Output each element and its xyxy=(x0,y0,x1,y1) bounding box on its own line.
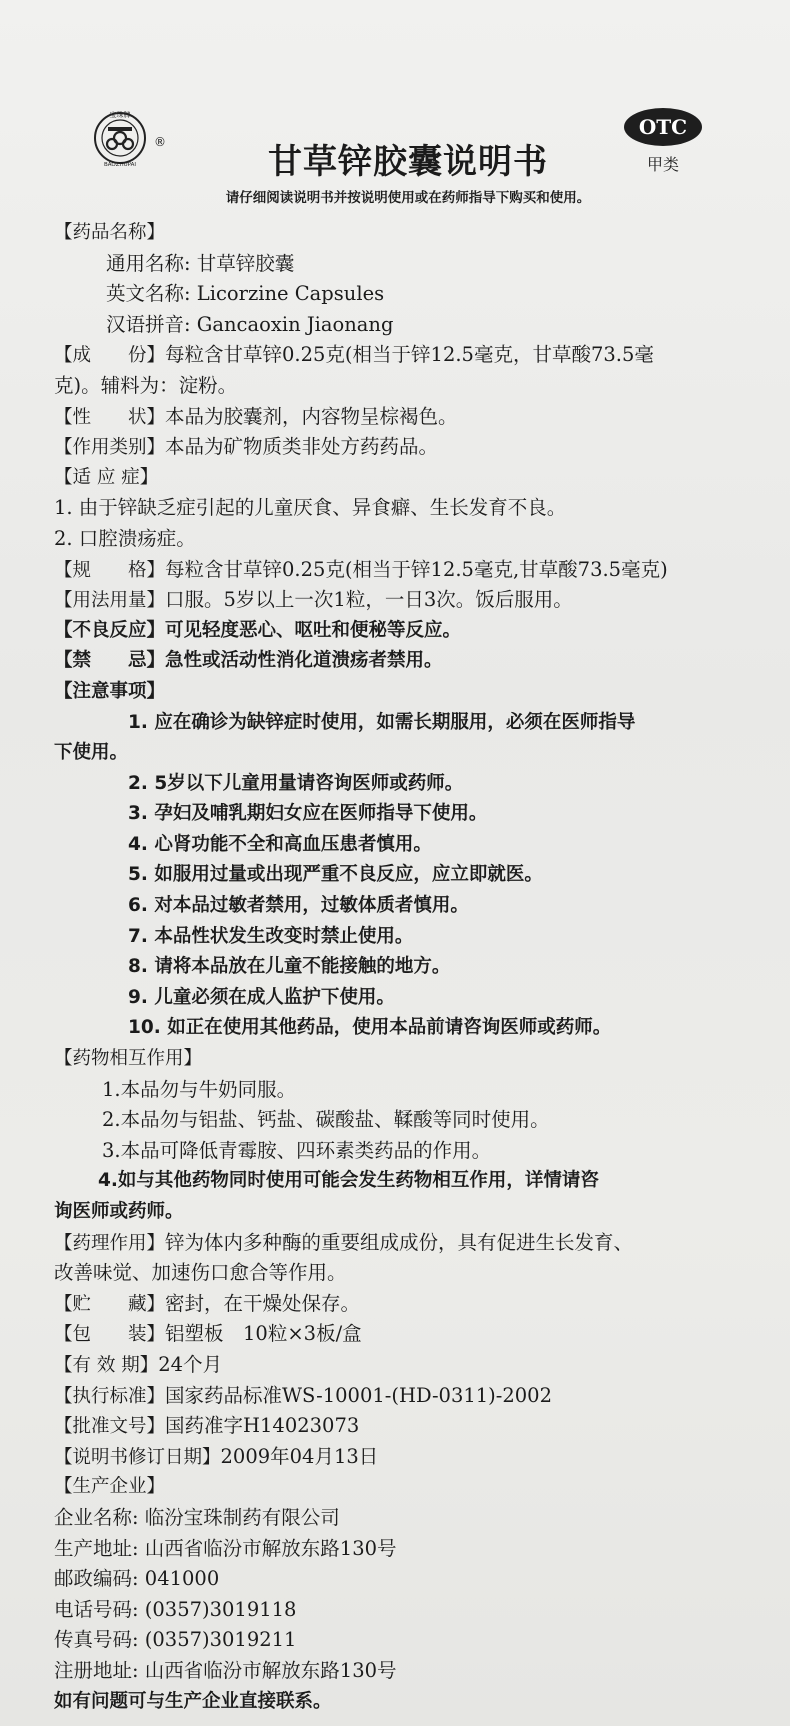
contraindications-row xyxy=(54,646,762,677)
interaction-item: 2.本品勿与铝盐、钙盐、碳酸盐、鞣酸等同时使用。 xyxy=(102,1108,550,1132)
precaution-item: 2. 5岁以下儿童用量请咨询医师或药师。 xyxy=(128,772,464,794)
storage-label: 【贮 藏】 xyxy=(54,1293,166,1315)
common-name-label: 通用名称: xyxy=(106,251,191,275)
package-value: 铝塑板 10粒×3板/盒 xyxy=(165,1322,362,1346)
standard-row xyxy=(54,1381,762,1412)
category-value: 本品为矿物质类非处方药药品。 xyxy=(165,435,439,459)
interactions-heading: 【药物相互作用】 xyxy=(54,1048,203,1070)
standard-label: 【执行标准】 xyxy=(54,1385,166,1407)
postal-code-label: 邮政编码: xyxy=(54,1567,139,1591)
validity-label: 【有 效 期】 xyxy=(54,1354,159,1376)
name-heading: 【药品名称】 xyxy=(54,222,166,243)
adverse-row xyxy=(54,616,762,647)
standard-value: 国家药品标准WS-10001-(HD-0311)-2002 xyxy=(165,1383,552,1407)
specification-row xyxy=(54,555,762,586)
brand-cn: 宝珠牌 xyxy=(109,111,131,119)
interaction-item: 4.如与其他药物同时使用可能会发生药物相互作用，详情请咨 xyxy=(98,1170,599,1192)
ingredients-label: 【成 份】 xyxy=(54,345,166,367)
character-value: 本品为胶囊剂，内容物呈棕褐色。 xyxy=(165,404,458,428)
english-name-value: Licorzine Capsules xyxy=(196,282,385,306)
precautions-heading: 【注意事项】 xyxy=(54,680,166,702)
contraindications-value: 急性或活动性消化道溃疡者禁用。 xyxy=(165,650,443,672)
package-row xyxy=(54,1319,762,1350)
validity-row xyxy=(54,1350,762,1381)
precaution-item: 5. 如服用过量或出现严重不良反应，应立即就医。 xyxy=(128,864,543,886)
indication-item: 2. 口腔溃疡症。 xyxy=(54,526,196,550)
pharmacology-row xyxy=(54,1228,762,1259)
pharmacology-line2: 改善味觉、加速伤口愈合等作用。 xyxy=(54,1261,347,1285)
specification-label: 【规 格】 xyxy=(54,559,166,581)
pinyin-value: Gancaoxin Jiaonang xyxy=(196,312,394,336)
precaution-item: 9. 儿童必须在成人监护下使用。 xyxy=(128,986,395,1008)
pinyin-row xyxy=(54,310,762,341)
indication-item: 1. 由于锌缺乏症引起的儿童厌食、异食癖、生长发育不良。 xyxy=(54,496,567,520)
storage-value: 密封，在干燥处保存。 xyxy=(165,1291,361,1315)
fax-row xyxy=(54,1625,762,1656)
character-row xyxy=(54,402,762,433)
registered-mark: ® xyxy=(154,135,166,149)
production-address-row xyxy=(54,1534,762,1565)
otc-class: 甲类 xyxy=(646,155,679,174)
adverse-label: 【不良反应】 xyxy=(54,619,166,641)
interaction-item-cont: 询医师或药师。 xyxy=(54,1201,184,1222)
manufacturer-heading: 【生产企业】 xyxy=(54,1476,166,1498)
manufacturer-name-value: 临汾宝珠制药有限公司 xyxy=(144,1505,340,1529)
interaction-item: 1.本品勿与牛奶同服。 xyxy=(102,1077,297,1101)
phone-row xyxy=(54,1595,762,1626)
ingredients-line2: 克)。辅料为：淀粉。 xyxy=(54,373,238,397)
character-label: 【性 状】 xyxy=(54,406,166,428)
storage-row xyxy=(54,1289,762,1320)
pharmacology-line1: 锌为体内多种酶的重要组成成份，具有促进生长发育、 xyxy=(165,1230,634,1254)
precaution-item-cont: 下使用。 xyxy=(54,742,129,764)
phone-value: (0357)3019118 xyxy=(144,1597,297,1621)
english-name-row xyxy=(54,279,762,310)
page-title: 甘草锌胶囊说明书 xyxy=(268,142,548,182)
approval-row xyxy=(54,1411,762,1442)
dosage-value: 口服。5岁以上一次1粒，一日3次。饭后服用。 xyxy=(165,588,573,612)
english-name-label: 英文名称: xyxy=(106,282,191,306)
precaution-item: 1. 应在确诊为缺锌症时使用，如需长期服用，必须在医师指导 xyxy=(128,711,636,733)
approval-label: 【批准文号】 xyxy=(54,1416,166,1438)
ingredients-row xyxy=(54,340,762,371)
validity-value: 24个月 xyxy=(158,1352,223,1376)
manufacturer-name-row xyxy=(54,1503,762,1534)
dosage-row xyxy=(54,585,762,616)
package-label: 【包 装】 xyxy=(54,1324,166,1346)
registered-address-row xyxy=(54,1656,762,1687)
precaution-item: 3. 孕妇及哺乳期妇女应在医师指导下使用。 xyxy=(128,803,488,825)
precaution-item: 7. 本品性状发生改变时禁止使用。 xyxy=(128,925,414,947)
adverse-value: 可见轻度恶心、呕吐和便秘等反应。 xyxy=(165,619,462,641)
revision-label: 【说明书修订日期】 xyxy=(54,1446,221,1468)
registered-address-label: 注册地址: xyxy=(54,1658,139,1682)
fax-value: (0357)3019211 xyxy=(144,1628,297,1652)
interaction-item: 3.本品可降低青霉胺、四环素类药品的作用。 xyxy=(102,1138,492,1162)
specification-value: 每粒含甘草锌0.25克(相当于锌12.5毫克,甘草酸73.5毫克) xyxy=(165,557,668,581)
fax-label: 传真号码: xyxy=(54,1628,139,1652)
ingredients-line1: 每粒含甘草锌0.25克(相当于锌12.5毫克，甘草酸73.5毫 xyxy=(165,343,654,367)
pharmacology-label: 【药理作用】 xyxy=(54,1232,166,1254)
indications-heading: 【适 应 症】 xyxy=(54,466,159,488)
brand-en: BAOZHUPAI xyxy=(103,162,137,168)
precaution-item: 4. 心肾功能不全和高血压患者慎用。 xyxy=(128,833,432,855)
dosage-label: 【用法用量】 xyxy=(54,590,166,612)
postal-code-value: 041000 xyxy=(144,1567,220,1591)
header xyxy=(54,0,762,218)
footer-note: 如有问题可与生产企业直接联系。 xyxy=(54,1690,332,1712)
approval-value: 国药准字H14023073 xyxy=(165,1414,360,1438)
page-subtitle: 请仔细阅读说明书并按说明使用或在药师指导下购买和使用。 xyxy=(225,190,591,206)
precaution-item: 10. 如正在使用其他药品，使用本品前请咨询医师或药师。 xyxy=(128,1017,612,1039)
precaution-item: 6. 对本品过敏者禁用，过敏体质者慎用。 xyxy=(128,895,469,917)
phone-label: 电话号码: xyxy=(54,1597,139,1621)
common-name-row xyxy=(54,249,762,280)
contraindications-label: 【禁 忌】 xyxy=(54,650,166,672)
precaution-item: 8. 请将本品放在儿童不能接触的地方。 xyxy=(128,956,451,978)
otc-badge: OTC xyxy=(624,108,702,146)
revision-row xyxy=(54,1442,762,1473)
common-name-value: 甘草锌胶囊 xyxy=(196,251,295,275)
category-label: 【作用类别】 xyxy=(54,437,166,459)
revision-value: 2009年04月13日 xyxy=(220,1444,379,1468)
postal-code-row xyxy=(54,1564,762,1595)
pinyin-label: 汉语拼音: xyxy=(106,312,191,336)
production-address-label: 生产地址: xyxy=(54,1536,139,1560)
production-address-value: 山西省临汾市解放东路130号 xyxy=(144,1536,397,1560)
registered-address-value: 山西省临汾市解放东路130号 xyxy=(144,1658,397,1682)
manufacturer-name-label: 企业名称: xyxy=(54,1505,139,1529)
category-row xyxy=(54,432,762,463)
